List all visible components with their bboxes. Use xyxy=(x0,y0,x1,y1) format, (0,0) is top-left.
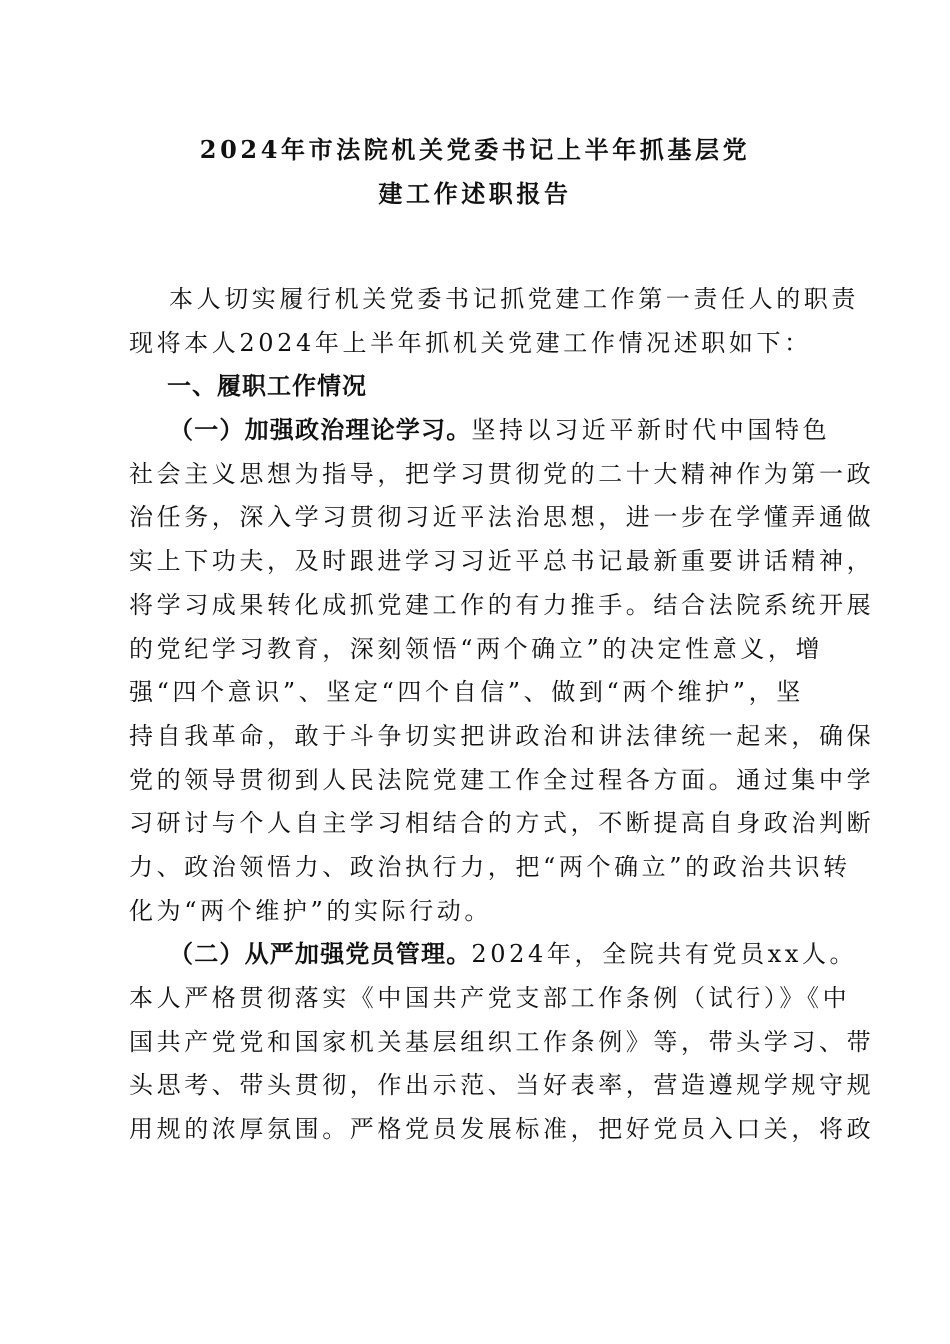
paragraph-label: （一）加强政治理论学习。 xyxy=(169,416,472,445)
paragraph-line: 将学习成果转化成抓党建工作的有力推手。结合法院系统开展 xyxy=(129,590,875,619)
paragraph-text: 2024年，全院共有党员xx人。 xyxy=(471,940,858,969)
section-heading: 一、履职工作情况 xyxy=(167,372,367,401)
paragraph-line: 头思考、带头贯彻，作出示范、当好表率，营造遵规学规守规 xyxy=(129,1071,875,1100)
intro-line: 本人切实履行机关党委书记抓党建工作第一责任人的职责 xyxy=(169,285,859,313)
paragraph-line: 的党纪学习教育，深刻领悟“两个确立”的决定性意义，增 xyxy=(129,634,824,663)
paragraph-label: （二）从严加强党员管理。 xyxy=(169,940,472,969)
paragraph-line: 党的领导贯彻到人民法院党建工作全过程各方面。通过集中学 xyxy=(129,765,875,794)
paragraph-line: 力、政治领悟力、政治执行力，把“两个确立”的政治共识转 xyxy=(129,852,851,881)
paragraph-line: 本人严格贯彻落实《中国共产党支部工作条例（试行）》《中 xyxy=(129,984,851,1012)
intro-line: 现将本人2024年上半年抓机关党建工作情况述职如下： xyxy=(129,328,812,357)
paragraph-line: 治任务，深入学习贯彻习近平法治思想，进一步在学懂弄通做 xyxy=(129,503,875,532)
paragraph-line: 持自我革命，敢于斗争切实把讲政治和讲法律统一起来，确保 xyxy=(129,721,875,750)
document-title xyxy=(100,136,850,223)
paragraph-line: 用规的浓厚氛围。严格党员发展标准，把好党员入口关，将政 xyxy=(129,1115,875,1144)
paragraph-first-line xyxy=(129,940,858,984)
paragraph-line: 习研讨与个人自主学习相结合的方式，不断提高自身政治判断 xyxy=(129,809,875,838)
paragraph-first-line xyxy=(129,416,831,460)
paragraph-line: 社会主义思想为指导，把学习贯彻党的二十大精神作为第一政 xyxy=(129,459,875,488)
document-body xyxy=(129,285,875,1159)
title-line: 2024年市法院机关党委书记上半年抓基层党 xyxy=(199,135,751,164)
paragraph-line: 国共产党党和国家机关基层组织工作条例》等，带头学习、带 xyxy=(129,1027,875,1056)
paragraph-line: 强“四个意识”、坚定“四个自信”、做到“两个维护”，坚 xyxy=(129,678,804,707)
paragraph-line: 实上下功夫，及时跟进学习习近平总书记最新重要讲话精神， xyxy=(129,547,875,576)
title-line: 建工作述职报告 xyxy=(378,178,572,208)
paragraph-text: 坚持以习近平新时代中国特色 xyxy=(471,416,831,445)
paragraph-line: 化为“两个维护”的实际行动。 xyxy=(129,896,492,925)
